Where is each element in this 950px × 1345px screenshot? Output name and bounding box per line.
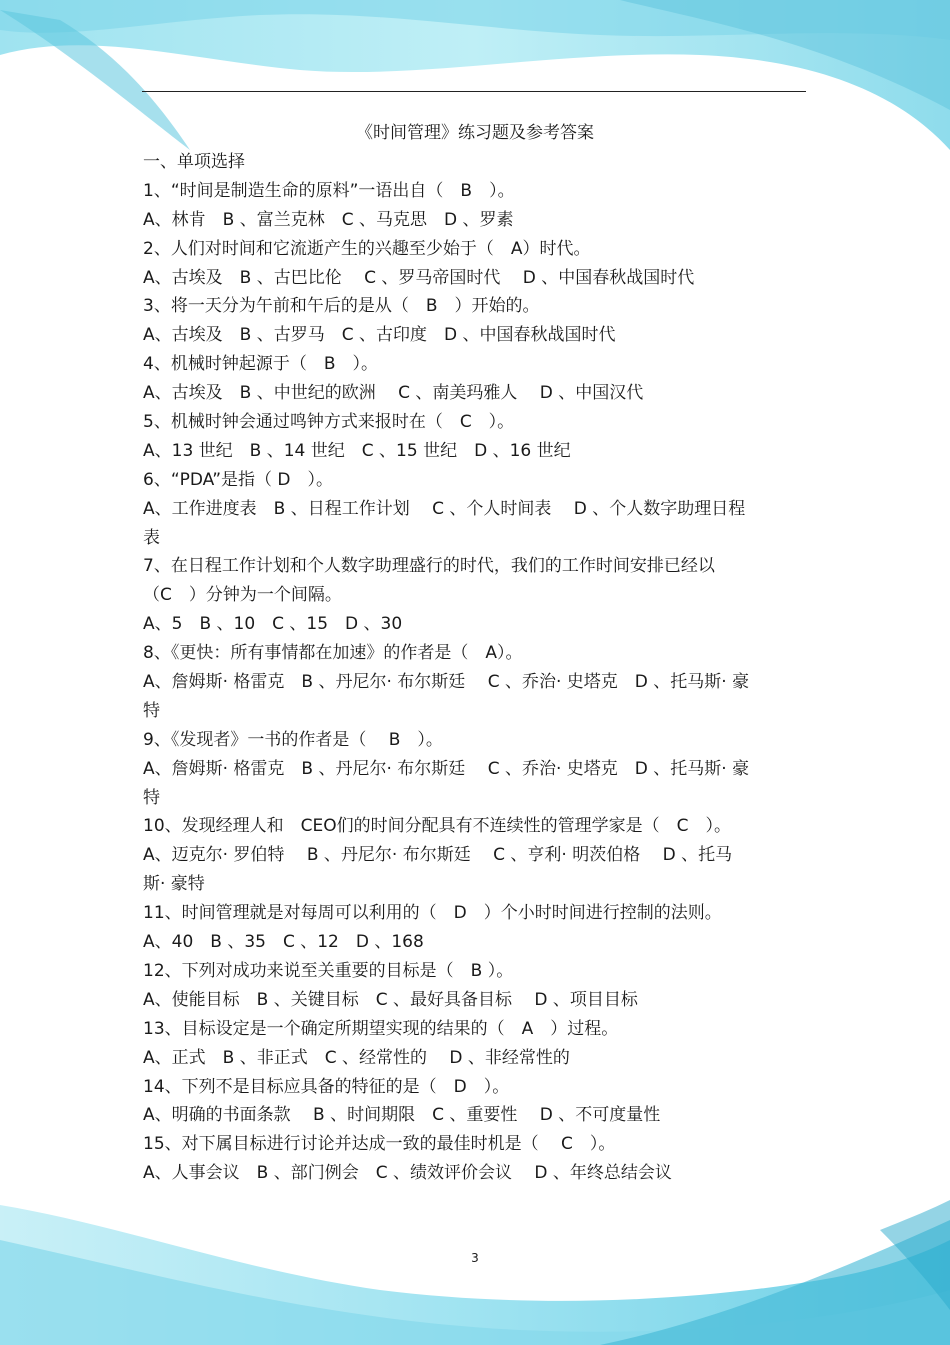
document-text-line: 特 <box>143 787 160 808</box>
document-text-line: A、13 世纪 B 、14 世纪 C 、15 世纪 D 、16 世纪 <box>143 440 571 461</box>
document-text-line: （C ）分钟为一个间隔。 <box>143 585 342 606</box>
document-text-line: A、使能目标 B 、关键目标 C 、最好具备目标 D 、项目目标 <box>143 989 638 1010</box>
document-text-line: 5、机械时钟会通过鸣钟方式来报时在（ C ）。 <box>143 412 515 433</box>
header-rule <box>142 91 806 92</box>
document-text-line: 特 <box>143 700 160 721</box>
document-text-line: 1、“时间是制造生命的原料”一语出自（ B ）。 <box>143 180 515 201</box>
document-text-line: A、人事会议 B 、部门例会 C 、绩效评价会议 D 、年终总结会议 <box>143 1163 672 1184</box>
document-text-line: 13、目标设定是一个确定所期望实现的结果的（ A ）过程。 <box>143 1018 619 1039</box>
document-text-line: 8、《更快：所有事情都在加速》的作者是（ A）。 <box>143 643 523 664</box>
document-text-line: A、詹姆斯· 格雷克 B 、丹尼尔· 布尔斯廷 C 、乔治· 史塔克 D 、托马斯· 豪 <box>143 672 750 693</box>
document-title: 《时间管理》练习题及参考答案 <box>356 123 594 143</box>
document-text-line: A、古埃及 B 、中世纪的欧洲 C 、南美玛雅人 D 、中国汉代 <box>143 383 644 404</box>
document-text-line: 11、时间管理就是对每周可以利用的（ D ）个小时时间进行控制的法则。 <box>143 903 722 924</box>
document-text-line: A、迈克尔· 罗伯特 B 、丹尼尔· 布尔斯廷 C 、亨利· 明茨伯格 D 、托马 <box>143 845 733 866</box>
page-number: 3 <box>471 1251 479 1265</box>
document-text-line: 6、“PDA”是指（ D ）。 <box>143 469 333 490</box>
document-text-line: 9、《发现者》一书的作者是（ B ）。 <box>143 729 443 750</box>
document-text-line: 12、下列对成功来说至关重要的目标是（ B ）。 <box>143 960 514 981</box>
document-text-line: A、古埃及 B 、古罗马 C 、古印度 D 、中国春秋战国时代 <box>143 325 616 346</box>
document-text-line: A、明确的书面条款 B 、时间期限 C 、重要性 D 、不可度量性 <box>143 1105 661 1126</box>
document-text-line: 3、将一天分为午前和午后的是从（ B ）开始的。 <box>143 296 540 317</box>
document-text-line: 2、人们对时间和它流逝产生的兴趣至少始于（ A）时代。 <box>143 238 591 259</box>
document-text-line: 14、下列不是目标应具备的特征的是（ D ）。 <box>143 1076 510 1097</box>
section-heading: 一、单项选择 <box>143 152 245 172</box>
document-text-line: A、古埃及 B 、古巴比伦 C 、罗马帝国时代 D 、中国春秋战国时代 <box>143 267 695 288</box>
document-text-line: A、正式 B 、非正式 C 、经常性的 D 、非经常性的 <box>143 1047 570 1068</box>
document-text-line: 15、对下属目标进行讨论并达成一致的最佳时机是（ C ）。 <box>143 1134 616 1155</box>
document-text-line: 10、发现经理人和 CEO们的时间分配具有不连续性的管理学家是（ C ）。 <box>143 816 731 837</box>
document-text-line: A、40 B 、35 C 、12 D 、168 <box>143 932 424 953</box>
document-text-line: A、林肯 B 、富兰克林 C 、马克思 D 、罗素 <box>143 209 514 230</box>
document-text-line: A、5 B 、10 C 、15 D 、30 <box>143 614 403 635</box>
document-text-line: A、工作进度表 B 、日程工作计划 C 、个人时间表 D 、个人数字助理日程 <box>143 498 746 519</box>
document-text-line: 4、机械时钟起源于（ B ）。 <box>143 354 378 375</box>
document-text-line: A、詹姆斯· 格雷克 B 、丹尼尔· 布尔斯廷 C 、乔治· 史塔克 D 、托马斯· 豪 <box>143 758 750 779</box>
question-list <box>143 148 808 1188</box>
document-text-line: 斯· 豪特 <box>143 874 205 895</box>
document-text-line: 表 <box>143 527 160 548</box>
document-text-line: 7、在日程工作计划和个人数字助理盛行的时代，我们的工作时间安排已经以 <box>143 556 715 577</box>
